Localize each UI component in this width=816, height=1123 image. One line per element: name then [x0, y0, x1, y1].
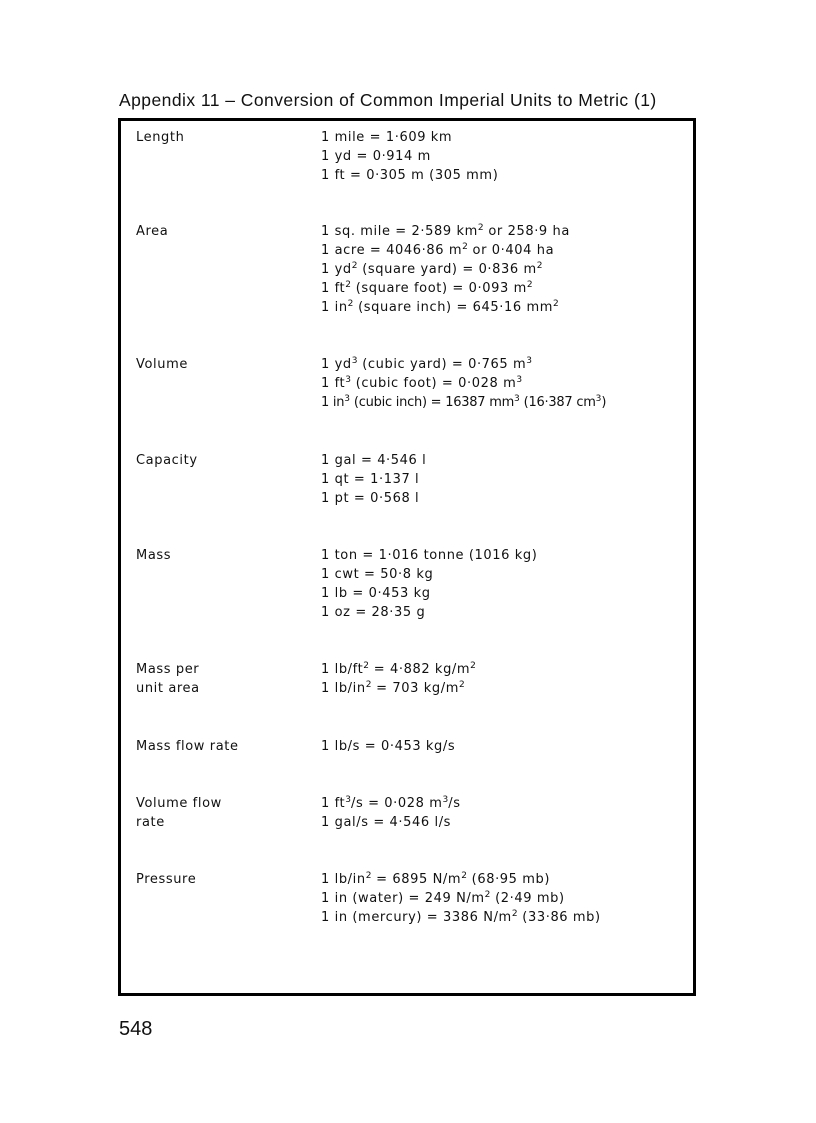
- exponent: 2: [363, 661, 370, 671]
- conversion-text: (cubic foot) = 0·028 m: [350, 376, 517, 391]
- section-label-line: Pressure: [136, 872, 197, 887]
- exponent: 3: [526, 356, 533, 366]
- exponent: 2: [462, 242, 468, 252]
- conversion-text: 1 ft = 0·305 m (305 mm): [321, 168, 499, 183]
- conversion-text: 1 yd: [321, 262, 352, 277]
- conversion-line: [321, 451, 426, 470]
- conversion-table: [118, 118, 696, 996]
- conversion-line: [321, 660, 476, 679]
- exponent: 2: [365, 871, 372, 881]
- section-label: [136, 451, 198, 470]
- conversion-line: [321, 355, 606, 374]
- conversion-text: = 703 kg/m: [371, 681, 459, 696]
- conversion-line: [321, 546, 537, 565]
- page-number: 548: [119, 1018, 153, 1040]
- conversion-text: (square yard) = 0·836 m: [357, 262, 537, 277]
- conversion-line: [321, 679, 476, 698]
- page-title: Appendix 11 – Conversion of Common Imperial Units to Metric (1): [119, 90, 657, 110]
- conversion-text: (cubic yard) = 0·765 m: [357, 357, 527, 372]
- exponent: 2: [347, 299, 354, 309]
- conversion-text: or 0·404 ha: [467, 243, 555, 258]
- exponent: 2: [511, 909, 518, 919]
- section-label-line: Length: [136, 130, 185, 145]
- conversion-text: 1 in: [321, 300, 348, 315]
- exponent: 2: [484, 890, 491, 900]
- conversion-line: [321, 298, 570, 317]
- conversion-text: 1 qt = 1·137 l: [321, 472, 420, 487]
- exponent: 2: [365, 680, 372, 690]
- section-label-line: Mass flow rate: [136, 739, 239, 754]
- section-lines: [321, 737, 455, 756]
- conversion-text: 1 acre = 4046·86 m: [321, 243, 463, 258]
- exponent: 3: [516, 375, 523, 385]
- exponent: 3: [345, 795, 351, 805]
- conversion-text: 1 lb/ft: [321, 662, 364, 677]
- conversion-text: 1 ft: [321, 376, 346, 391]
- section-lines: [321, 660, 476, 698]
- conversion-text: 1 ft: [321, 281, 346, 296]
- conversion-text: (cubic inch) = 16387 mm: [350, 395, 515, 410]
- conversion-text: 1 yd: [321, 357, 352, 372]
- section-label-line: Mass per: [136, 662, 200, 677]
- conversion-text: 1 lb/in: [321, 681, 366, 696]
- section-label: [136, 794, 222, 832]
- section-label: [136, 737, 239, 756]
- conversion-line: [321, 222, 570, 241]
- conversion-text: 1 mile = 1·609 km: [321, 130, 453, 145]
- exponent: 3: [351, 356, 358, 366]
- section-lines: [321, 451, 426, 508]
- exponent: 3: [344, 394, 350, 404]
- conversion-line: [321, 393, 606, 412]
- exponent: 3: [442, 795, 449, 805]
- section-label: [136, 128, 184, 147]
- conversion-text: (square inch) = 645·16 mm: [353, 300, 554, 315]
- conversion-text: 1 ft: [321, 796, 346, 811]
- conversion-text: (16·387 cm: [519, 395, 596, 410]
- conversion-line: [321, 128, 498, 147]
- conversion-line: [321, 889, 601, 908]
- exponent: 3: [595, 394, 602, 404]
- section-label: [136, 546, 171, 565]
- section-label-line: Mass: [136, 548, 172, 563]
- conversion-text: = 6895 N/m: [371, 872, 462, 887]
- conversion-text: 1 gal = 4·546 l: [321, 453, 427, 468]
- conversion-line: [321, 565, 537, 584]
- conversion-text: (2·49 mb): [490, 891, 565, 906]
- section-lines: [321, 355, 606, 412]
- section-lines: [321, 546, 537, 622]
- conversion-text: 1 lb/s = 0·453 kg/s: [321, 739, 456, 754]
- conversion-line: [321, 794, 461, 813]
- conversion-line: [321, 166, 498, 185]
- conversion-line: [321, 603, 537, 622]
- exponent: 3: [514, 394, 520, 404]
- conversion-line: [321, 147, 498, 166]
- section-label-line: Volume: [136, 357, 188, 372]
- exponent: 2: [458, 680, 465, 690]
- conversion-text: /s: [448, 796, 461, 811]
- conversion-text: 1 lb = 0·453 kg: [321, 586, 431, 601]
- exponent: 2: [477, 223, 484, 233]
- conversion-text: (68·95 mb): [466, 872, 551, 887]
- exponent: 2: [351, 261, 358, 271]
- conversion-text: 1 pt = 0·568 l: [321, 491, 420, 506]
- conversion-text: 1 sq. mile = 2·589 km: [321, 224, 478, 239]
- conversion-text: 1 cwt = 50·8 kg: [321, 567, 434, 582]
- conversion-text: (33·86 mb): [517, 910, 601, 925]
- section-label: [136, 870, 196, 889]
- conversion-text: (square foot) = 0·093 m: [350, 281, 527, 296]
- conversion-text: ): [601, 395, 607, 410]
- conversion-line: [321, 241, 570, 260]
- conversion-line: [321, 584, 537, 603]
- exponent: 3: [345, 375, 351, 385]
- conversion-line: [321, 279, 570, 298]
- section-lines: [321, 870, 601, 927]
- exponent: 2: [553, 299, 559, 309]
- section-label-line: rate: [136, 815, 165, 830]
- section-label: [136, 660, 200, 698]
- exponent: 2: [526, 280, 533, 290]
- conversion-line: [321, 260, 570, 279]
- conversion-line: [321, 489, 426, 508]
- section-label-line: Volume flow: [136, 796, 222, 811]
- exponent: 2: [461, 871, 467, 881]
- conversion-line: [321, 737, 455, 756]
- conversion-line: [321, 813, 461, 832]
- section-label: [136, 355, 188, 374]
- conversion-text: 1 yd = 0·914 m: [321, 149, 431, 164]
- conversion-text: or 258·9 ha: [483, 224, 570, 239]
- conversion-text: 1 oz = 28·35 g: [321, 605, 426, 620]
- conversion-text: = 4·882 kg/m: [369, 662, 471, 677]
- conversion-text: 1 in: [321, 395, 345, 410]
- conversion-text: 1 lb/in: [321, 872, 366, 887]
- conversion-line: [321, 470, 426, 489]
- section-label-line: Capacity: [136, 453, 198, 468]
- exponent: 2: [345, 280, 351, 290]
- section-lines: [321, 128, 498, 185]
- conversion-text: /s = 0·028 m: [350, 796, 443, 811]
- exponent: 2: [470, 661, 476, 671]
- conversion-line: [321, 870, 601, 889]
- exponent: 2: [536, 261, 543, 271]
- conversion-text: 1 ton = 1·016 tonne (1016 kg): [321, 548, 538, 563]
- conversion-text: 1 gal/s = 4·546 l/s: [321, 815, 452, 830]
- section-label: [136, 222, 168, 241]
- section-lines: [321, 794, 461, 832]
- conversion-text: 1 in (mercury) = 3386 N/m: [321, 910, 512, 925]
- conversion-line: [321, 908, 601, 927]
- section-label-line: Area: [136, 224, 169, 239]
- section-label-line: unit area: [136, 681, 200, 696]
- conversion-text: 1 in (water) = 249 N/m: [321, 891, 485, 906]
- section-lines: [321, 222, 570, 317]
- conversion-line: [321, 374, 606, 393]
